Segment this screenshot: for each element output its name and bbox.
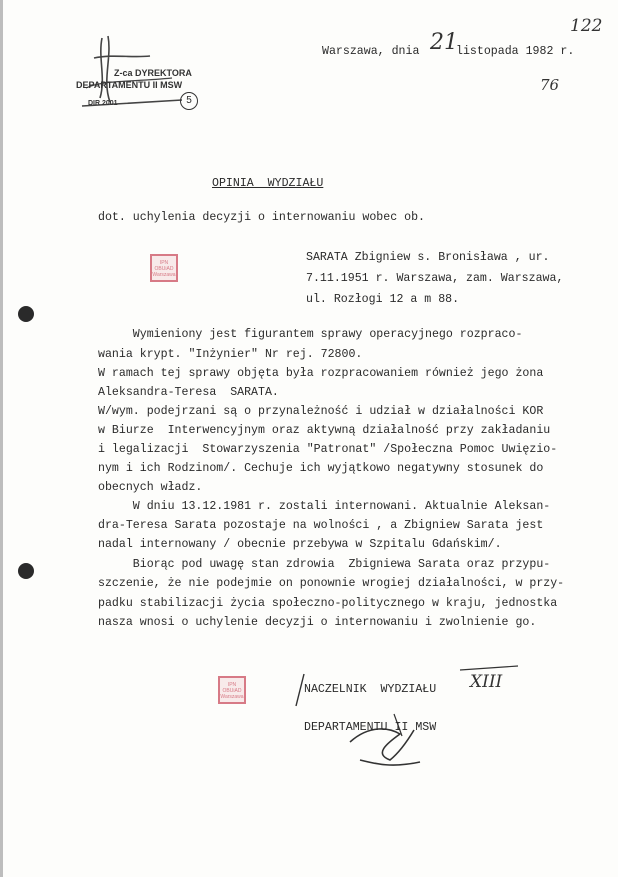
body-line: Biorąc pod uwagę stan zdrowia Zbigniewa Sarata oraz przypu- bbox=[98, 558, 551, 571]
body-line: padku stabilizacji życia społeczno-politycznego w kraju, jednostka bbox=[98, 597, 558, 610]
body-line: W/wym. podejrzani są o przynależność i udział w działalności KOR bbox=[98, 405, 544, 418]
signature-numeral-handwritten: XIII bbox=[470, 672, 503, 692]
body-line: W ramach tej sprawy objęta była rozpracowaniem również jego żona bbox=[98, 367, 544, 380]
body-line: dra-Teresa Sarata pozostaje na wolności , a Zbigniew Sarata jest bbox=[98, 519, 544, 532]
body-line: obecnych władz. bbox=[98, 481, 203, 494]
archive-stamp-top bbox=[150, 254, 178, 282]
date-prefix: Warszawa, dnia bbox=[322, 45, 420, 58]
archive-stamp-bottom bbox=[218, 676, 246, 704]
archive-stamp-bottom-line2: OBUiAD bbox=[222, 688, 242, 694]
stamp-number-circle: 5 bbox=[180, 92, 198, 110]
person-line-1: SARATA Zbigniew s. Bronisława , ur. bbox=[306, 251, 550, 264]
stamp-line-1: Z-ca DYREKTORA bbox=[114, 68, 192, 78]
body-line: W dniu 13.12.1981 r. zostali internowani. Aktualnie Aleksan- bbox=[98, 500, 551, 513]
archive-stamp-bottom-line1: IPN bbox=[227, 682, 237, 688]
person-line-3: ul. Rozłogi 12 a m 88. bbox=[306, 293, 460, 306]
signature-title-line-1: NACZELNIK WYDZIAŁU bbox=[304, 683, 437, 696]
punch-hole-bottom bbox=[18, 563, 34, 579]
signature-title-line-2: DEPARTAMENTU II MSW bbox=[304, 721, 437, 734]
punch-hole-top bbox=[18, 306, 34, 322]
date-suffix: listopada 1982 r. bbox=[456, 45, 575, 58]
body-line: szczenie, że nie podejmie on ponownie wrogiej działalności, w przy- bbox=[98, 577, 565, 590]
document-title: OPINIA WYDZIAŁU bbox=[212, 177, 324, 190]
archive-stamp-bottom-line3: Warszawa bbox=[220, 694, 244, 700]
stamp-line-2: DEPARTAMENTU II MSW bbox=[76, 80, 183, 90]
archive-stamp-top-line1: IPN bbox=[159, 260, 169, 266]
subject-line: dot. uchylenia decyzji o internowaniu wobec ob. bbox=[98, 211, 425, 224]
page-edge bbox=[0, 0, 3, 877]
body-line: nadal internowany / obecnie przebywa w Szpitalu Gdańskim/. bbox=[98, 538, 502, 551]
body-line: nym i ich Rodzinom/. Cechuje ich wyjątkowo negatywny stosunek do bbox=[98, 462, 544, 475]
archive-stamp-top-line2: OBUiAD bbox=[154, 266, 174, 272]
stamp-line-3: DIR 2001 bbox=[88, 100, 118, 107]
body-line: Aleksandra-Teresa SARATA. bbox=[98, 386, 279, 399]
body-line: nasza wnosi o uchylenie decyzji o internowaniu i zwolnienie go. bbox=[98, 616, 537, 629]
body-line: i legalizacji Stowarzyszenia "Patronat" /Społeczna Pomoc Uwięzio- bbox=[98, 443, 558, 456]
date-day-handwritten: 21 bbox=[430, 30, 458, 55]
department-stamp bbox=[72, 28, 222, 123]
person-line-2: 7.11.1951 r. Warszawa, zam. Warszawa, bbox=[306, 272, 564, 285]
page-number-2-handwritten: 76 bbox=[540, 76, 560, 94]
archive-stamp-top-line3: Warszawa bbox=[152, 272, 176, 278]
page-number-handwritten: 122 bbox=[570, 16, 603, 36]
body-line: Wymieniony jest figurantem sprawy operacyjnego rozpraco- bbox=[98, 328, 523, 341]
body-line: w Biurze Interwencyjnym oraz aktywną działalność przy zakładaniu bbox=[98, 424, 551, 437]
body-line: wania krypt. "Inżynier" Nr rej. 72800. bbox=[98, 348, 363, 361]
